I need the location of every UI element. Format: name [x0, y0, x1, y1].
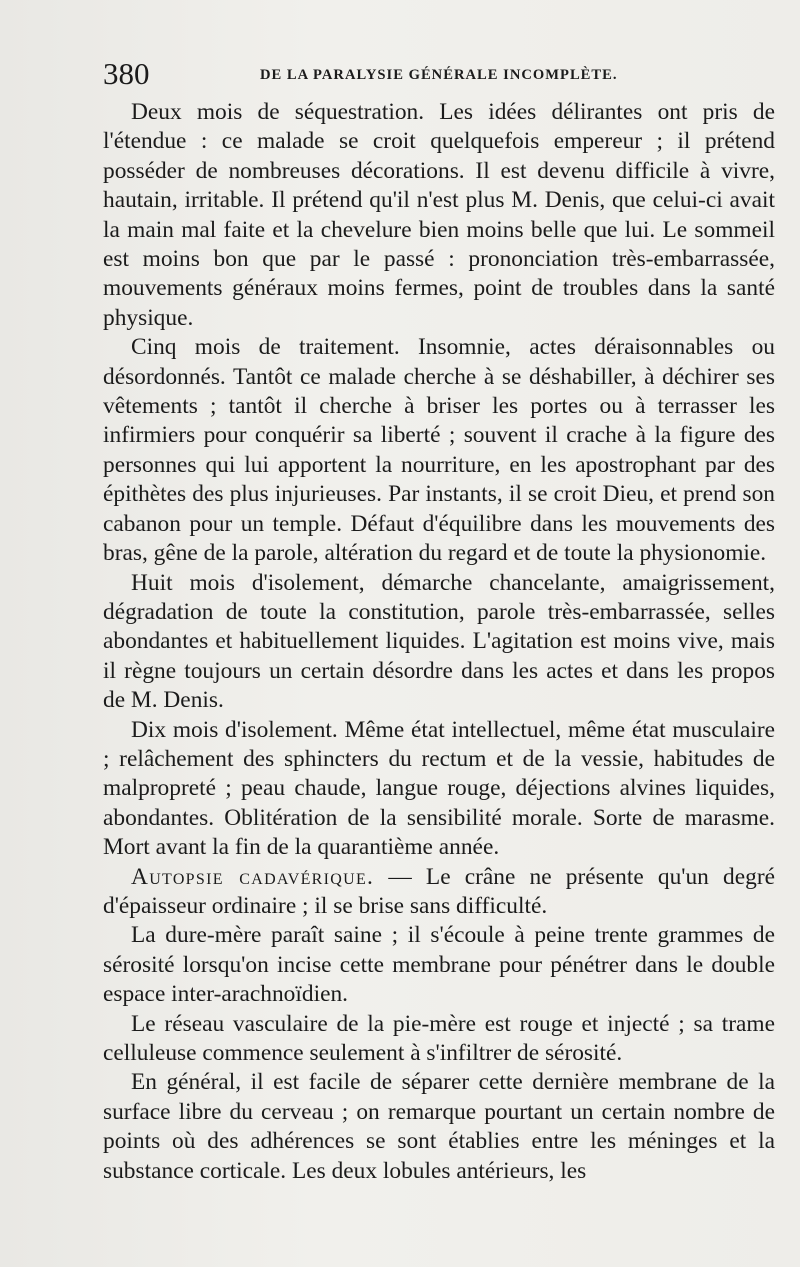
- page-header: [103, 56, 778, 92]
- paragraph: [103, 98, 775, 333]
- paragraph: [103, 333, 775, 568]
- paragraph: [103, 921, 775, 1009]
- paragraph: [103, 863, 775, 922]
- paragraph-text: Dix mois d'isolement. Même état intellectuel, même état musculaire ; relâchement des sphincters du rectum et de la vessie, habitudes de malpropreté ; peau chaude, langue rouge, déjections alvines liquides, abondantes. Oblitération de la sensibilité morale. Sorte de marasme. Mort avant la fin de la quarantième année.: [103, 716, 775, 861]
- page-number: 380: [103, 56, 150, 91]
- paragraph: [103, 569, 775, 716]
- paragraph: [103, 1010, 775, 1069]
- running-title: DE LA PARALYSIE GÉNÉRALE INCOMPLÈTE.: [260, 67, 618, 83]
- paragraph: [103, 716, 775, 863]
- paragraph-text: Le réseau vasculaire de la pie-mère est rouge et injecté ; sa trame celluleuse commence seulement à s'infiltrer de sérosité.: [103, 1010, 775, 1066]
- paragraph-text: Deux mois de séquestration. Les idées délirantes ont pris de l'étendue : ce malade se croit quelquefois empereur ; il prétend posséder de nombreuses décorations. Il est devenu difficile à vivre, hautain, irritable. Il prétend qu'il n'est plus M. Denis, que celui-ci avait la main mal faite et la chevelure bien moins belle que lui. Le sommeil est moins bon que par le passé : prononciation très-embarrassée, mouvements généraux moins fermes, point de troubles dans la santé physique.: [103, 99, 775, 331]
- paragraph: [103, 1068, 775, 1186]
- section-lead: Autopsie cadavérique.: [131, 863, 375, 890]
- paragraph-text: La dure-mère paraît saine ; il s'écoule à peine trente grammes de sérosité lorsqu'on incise cette membrane pour pénétrer dans le double espace inter-arachnoïdien.: [103, 922, 775, 1008]
- paragraph-text: Huit mois d'isolement, démarche chancelante, amaigrissement, dégradation de toute la constitution, parole très-embarrassée, selles abondantes et habituellement liquides. L'agitation est moins vive, mais il règne toujours un certain désordre dans les actes et dans les propos de M. Denis.: [103, 569, 775, 714]
- paragraph-text: Cinq mois de traitement. Insomnie, actes déraisonnables ou désordonnés. Tantôt ce malade cherche à se déshabiller, à déchirer ses vêtements ; tantôt il cherche à briser les portes ou à terrasser les infirmiers pour conquérir sa liberté ; souvent il crache à la figure des personnes qui lui apportent la nourriture, en les apostrophant par des épithètes des plus injurieuses. Par instants, il se croit Dieu, et prend son cabanon pour un temple. Défaut d'équilibre dans les mouvements des bras, gêne de la parole, altération du regard et de toute la physionomie.: [103, 334, 775, 567]
- paragraph-text: — Le crâne ne présente qu'un degré d'épaisseur ordinaire ; il se brise sans difficulté.: [103, 863, 775, 919]
- page-body: [103, 98, 775, 1186]
- paragraph-text: En général, il est facile de séparer cette dernière membrane de la surface libre du cerveau ; on remarque pourtant un certain nombre de points où des adhérences se sont établies entre les méninges et la substance corticale. Les deux lobules antérieurs, les: [103, 1069, 775, 1184]
